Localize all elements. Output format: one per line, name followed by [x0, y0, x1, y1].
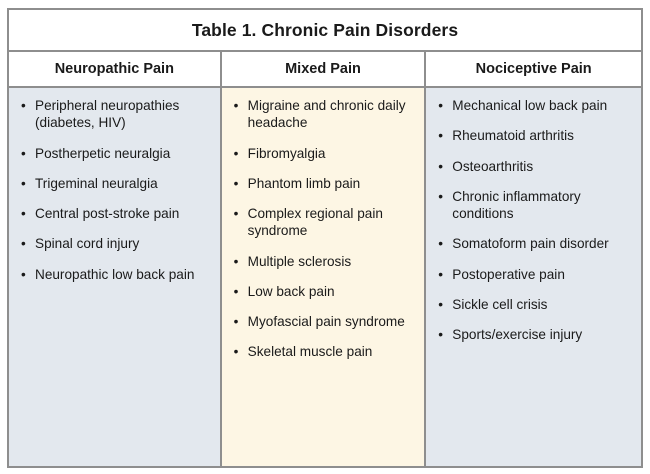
list-item	[432, 296, 635, 313]
list-item	[228, 313, 419, 330]
bullet-icon: •	[233, 314, 239, 329]
bullet-icon: •	[233, 253, 239, 269]
list-item-label: Fibromyalgia	[247, 145, 326, 161]
list-item	[228, 253, 419, 270]
bullet-icon: •	[233, 175, 239, 191]
column-header-nociceptive-pain: Nociceptive Pain	[425, 51, 642, 87]
bullet-icon: •	[233, 283, 239, 299]
list-item-label: Chronic inflammatory conditions	[452, 188, 581, 221]
list-item-label: Complex regional pain syndrome	[247, 206, 383, 239]
list-item	[228, 145, 419, 162]
list-item-label: Postoperative pain	[452, 266, 565, 282]
list-item	[228, 97, 419, 132]
list-item-label: Somatoform pain disorder	[452, 236, 609, 252]
bullet-icon: •	[21, 266, 26, 282]
list-neuropathic-pain	[15, 97, 214, 283]
list-mixed-pain	[228, 97, 419, 361]
list-item	[432, 188, 635, 223]
list-item	[432, 127, 635, 144]
list-item-label: Postherpetic neuralgia	[35, 145, 171, 161]
list-item-label: Neuropathic low back pain	[35, 266, 195, 282]
list-item-label: Spinal cord injury	[35, 236, 140, 252]
bullet-icon: •	[21, 236, 26, 252]
bullet-icon: •	[21, 98, 26, 113]
bullet-icon: •	[438, 188, 444, 204]
bullet-icon: •	[21, 175, 26, 191]
list-item	[15, 205, 214, 222]
bullet-icon: •	[438, 128, 444, 144]
column-header-mixed-pain: Mixed Pain	[221, 51, 426, 87]
list-item-label: Myofascial pain syndrome	[247, 314, 405, 329]
list-item-label: Multiple sclerosis	[247, 253, 352, 269]
list-item-label: Migraine and chronic daily headache	[247, 98, 406, 131]
column-cell-mixed-pain	[221, 87, 426, 467]
chronic-pain-disorders-table	[7, 8, 643, 468]
bullet-icon: •	[233, 206, 239, 221]
list-item	[432, 235, 635, 252]
bullet-icon: •	[233, 98, 239, 113]
list-item	[432, 326, 635, 343]
column-cell-neuropathic-pain	[8, 87, 221, 467]
list-item	[15, 97, 214, 132]
list-item-label: Rheumatoid arthritis	[452, 128, 574, 144]
list-item-label: Peripheral neuropathies (diabetes, HIV)	[35, 98, 180, 131]
list-item	[228, 205, 419, 240]
list-item	[432, 266, 635, 283]
list-item-label: Mechanical low back pain	[452, 98, 608, 113]
bullet-icon: •	[438, 296, 444, 312]
list-item	[228, 175, 419, 192]
bullet-icon: •	[438, 158, 444, 174]
bullet-icon: •	[438, 98, 444, 113]
list-item-label: Skeletal muscle pain	[247, 344, 373, 360]
table-title-row	[8, 9, 642, 51]
bullet-icon: •	[21, 206, 26, 221]
list-item-label: Low back pain	[247, 283, 335, 299]
list-nociceptive-pain	[432, 97, 635, 343]
bullet-icon: •	[233, 145, 239, 161]
list-item	[432, 158, 635, 175]
table-title: Table 1. Chronic Pain Disorders	[8, 9, 642, 51]
bullet-icon: •	[21, 145, 26, 161]
list-item-label: Sports/exercise injury	[452, 327, 583, 342]
list-item	[15, 235, 214, 252]
list-item	[15, 145, 214, 162]
bullet-icon: •	[438, 327, 444, 342]
list-item	[432, 97, 635, 114]
list-item-label: Trigeminal neuralgia	[35, 175, 158, 191]
bullet-icon: •	[233, 344, 239, 360]
table-header-row	[8, 51, 642, 87]
column-header-neuropathic-pain: Neuropathic Pain	[8, 51, 221, 87]
list-item-label: Osteoarthritis	[452, 158, 534, 174]
table-body-row	[8, 87, 642, 467]
list-item-label: Sickle cell crisis	[452, 296, 548, 312]
list-item	[228, 283, 419, 300]
list-item	[228, 343, 419, 360]
list-item-label: Central post-stroke pain	[35, 206, 180, 221]
column-cell-nociceptive-pain	[425, 87, 642, 467]
list-item	[15, 175, 214, 192]
bullet-icon: •	[438, 236, 444, 252]
bullet-icon: •	[438, 266, 444, 282]
list-item	[15, 266, 214, 283]
list-item-label: Phantom limb pain	[247, 175, 361, 191]
